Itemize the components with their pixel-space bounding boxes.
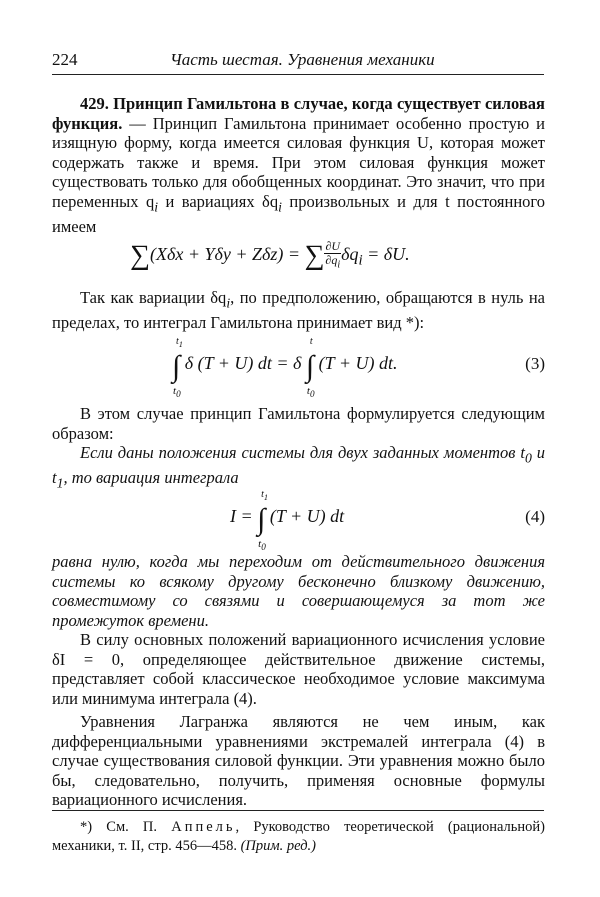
formula-1: ∑(Xδx + Yδy + Zδz) = ∑ $\frac{\partial U}{\partial q_i}$ $\delta q_i = \delta U$. [130,239,410,271]
paragraph-4: В силу основных положений вариационного исчисления условие δI = 0, определяющее действительное движение системы, представляет собой классическое необходимое условие максимума или минимума интеграла (4). [52,630,545,708]
section-paragraph: 429. Принцип Гамильтона в случае, когда существует силовая функция. — Принцип Гамильтона принимает особенно простую и изящную форму, когда имеется силовая функция U, которая может содержать также и время. При этом силовая функция может существовать только для обобщенных координат. Это значит, что при переменных $q_i$ и вариациях $\delta q_i$ произвольных и для t постоянного имеем [52,94,546,236]
page-header [52,50,544,75]
footnote: *) См. П. Аппель, Руководство теоретической (рациональной) механики, т. II, стр. 456—458. (Прим. ред.) [52,819,545,854]
integral-sign: ∫ $t_1$ $t_0$ [172,336,183,399]
formula-4: I = ∫ $t_1$ $t_0$ (T + U) dt (4) [230,489,545,552]
paragraph-5: Уравнения Лагранжа являются не чем иным, как дифференциальными уравнениями экстремалей интеграла (4) в случае существования силовой функции. Эти уравнения можно было бы, следовательно, получить, применяя основные формулы вариационного исчисления. [52,712,545,810]
paragraph-2: Так как вариации $\delta q_i$, по предположению, обращаются в нуль на пределах, то интеграл Гамильтона принимает вид *): [52,288,545,332]
equation-number: (4) [525,507,545,526]
formula-3: ∫ $t_1$ $t_0$ δ (T + U) dt = δ ∫ t $t_0$ (T + U) dt. (3) [172,336,545,399]
theorem-continuation: равна нулю, когда мы переходим от действительного движения системы ко всякому другому бесконечно близкому движению, совместимому со связями и совершающемуся за тот же промежуток времени. [52,552,545,630]
footnote-divider [52,810,544,811]
integral-sign: ∫ t $t_0$ [305,336,315,399]
sum-symbol: ∑ [304,240,325,271]
page-number: 224 [52,50,78,69]
fraction: $\frac{\partial U}{\partial q_i}$ [325,239,341,271]
section-title: 429. Принцип Гамильтона в случае, когда существует силовая функция. [52,94,545,133]
equation-number: (3) [525,354,545,373]
theorem-statement: Если даны положения системы для двух заданных моментов $t_0$ и $t_1$, то вариация интеграла [52,443,546,491]
sum-symbol: ∑ [130,240,150,271]
running-title: Часть шестая. Уравнения механики [170,50,435,69]
paragraph-3: В этом случае принцип Гамильтона формулируется следующим образом: Если даны положения системы для двух заданных моментов $t_0$ и $t_1$, то вариация интеграла [52,404,545,493]
section-intro [52,94,545,236]
integral-sign: ∫ $t_1$ $t_0$ [257,489,269,552]
